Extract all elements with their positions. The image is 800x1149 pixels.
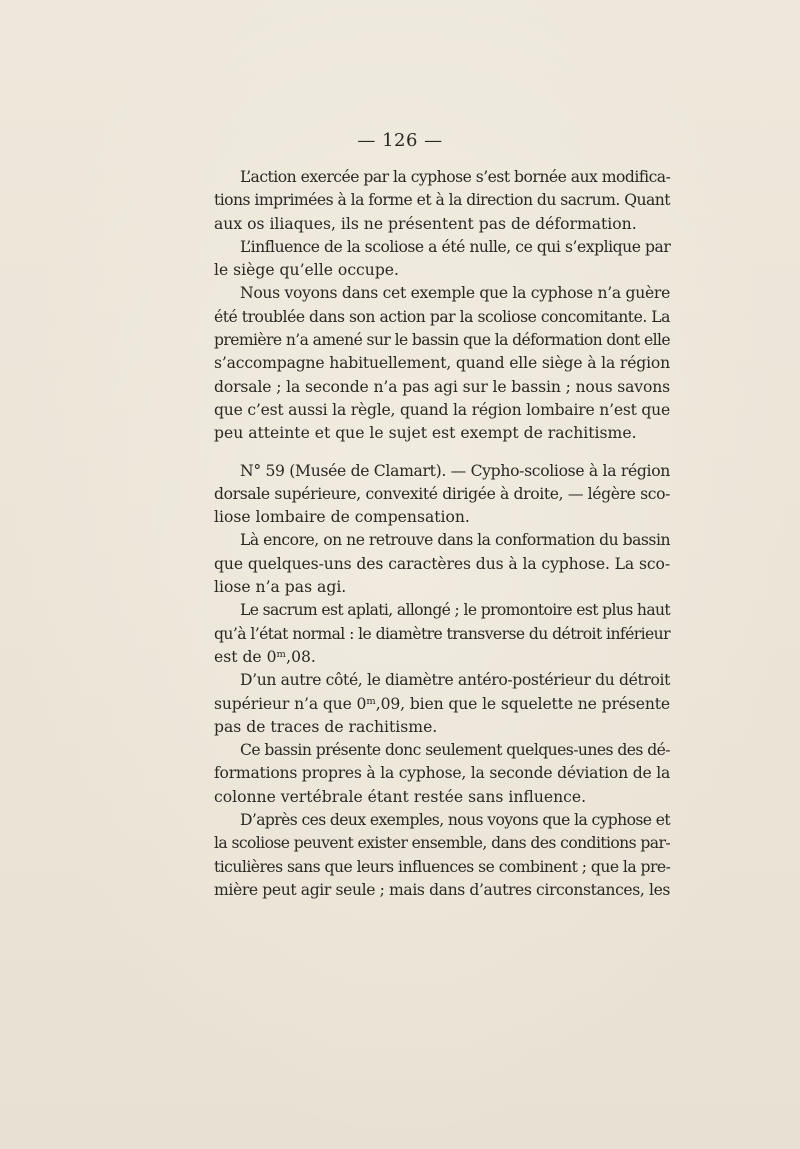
- text-line: aux os iliaques, ils ne présentent pas de déformation.: [214, 214, 637, 233]
- text-line: Le sacrum est aplati, allongé ; le promontoire est plus haut: [240, 601, 671, 620]
- text-line: tions imprimées à la forme et à la direction du sacrum. Quant: [214, 191, 670, 210]
- paragraph: [214, 282, 670, 445]
- text-line: liose n’a pas agi.: [214, 578, 347, 597]
- page-number: — 126 —: [357, 130, 443, 151]
- text-line: N° 59 (Musée de Clamart). — Cypho-scoliose à la région: [240, 461, 671, 480]
- text-line: supérieur n’a que 0ᵐ,09, bien que le squelette ne présente: [214, 694, 670, 713]
- text-line: Ce bassin présente donc seulement quelques-unes des dé-: [240, 741, 670, 760]
- text-line: s’accompagne habituellement, quand elle siège à la région: [214, 354, 670, 373]
- text-line: colonne vertébrale étant restée sans influence.: [214, 787, 587, 806]
- paragraph: [214, 739, 670, 809]
- text-line: qu’à l’état normal : le diamètre transverse du détroit inférieur: [214, 624, 671, 643]
- text-line: la scoliose peuvent exister ensemble, dans des conditions par-: [214, 834, 671, 853]
- text-line: est de 0ᵐ,08.: [214, 647, 316, 666]
- paragraph: [214, 529, 670, 599]
- text-line: L’influence de la scoliose a été nulle, ce qui s’explique par: [240, 237, 671, 256]
- text-line: dorsale ; la seconde n’a pas agi sur le bassin ; nous savons: [214, 377, 671, 396]
- paragraph: [214, 236, 670, 283]
- paragraph: [214, 599, 670, 669]
- text-line: ticulières sans que leurs influences se combinent ; que la pre-: [214, 857, 671, 876]
- text-line: Nous voyons dans cet exemple que la cyphose n’a guère: [240, 284, 670, 303]
- text-line: que quelques-uns des caractères dus à la cyphose. La sco-: [214, 554, 671, 573]
- paragraph: [214, 669, 670, 739]
- text-line: peu atteinte et que le sujet est exempt de rachitisme.: [214, 424, 637, 443]
- text-line: formations propres à la cyphose, la seconde déviation de la: [214, 764, 671, 783]
- text-line: mière peut agir seule ; mais dans d’autres circonstances, les: [214, 880, 671, 899]
- text-line: D’après ces deux exemples, nous voyons que la cyphose et: [240, 811, 670, 830]
- text-line: D’un autre côté, le diamètre antéro-postérieur du détroit: [240, 671, 670, 690]
- section-gap: [214, 446, 670, 460]
- text-line: première n’a amené sur le bassin que la déformation dont elle: [214, 331, 671, 350]
- text-line: pas de traces de rachitisme.: [214, 717, 438, 736]
- text-line: L’action exercée par la cyphose s’est bornée aux modifica-: [240, 168, 671, 186]
- text-line: dorsale supérieure, convexité dirigée à droite, — légère sco-: [214, 484, 671, 503]
- paragraph: [214, 460, 670, 530]
- text-line: le siège qu’elle occupe.: [214, 261, 399, 280]
- text-line: été troublée dans son action par la scoliose concomitante. La: [214, 307, 670, 326]
- text-line: que c’est aussi la règle, quand la région lombaire n’est que: [214, 400, 671, 419]
- text-line: Là encore, on ne retrouve dans la conformation du bassin: [240, 531, 670, 550]
- body-text: [214, 166, 670, 902]
- text-line: liose lombaire de compensation.: [214, 508, 470, 527]
- paragraph: [214, 809, 670, 902]
- paragraph: [214, 166, 670, 236]
